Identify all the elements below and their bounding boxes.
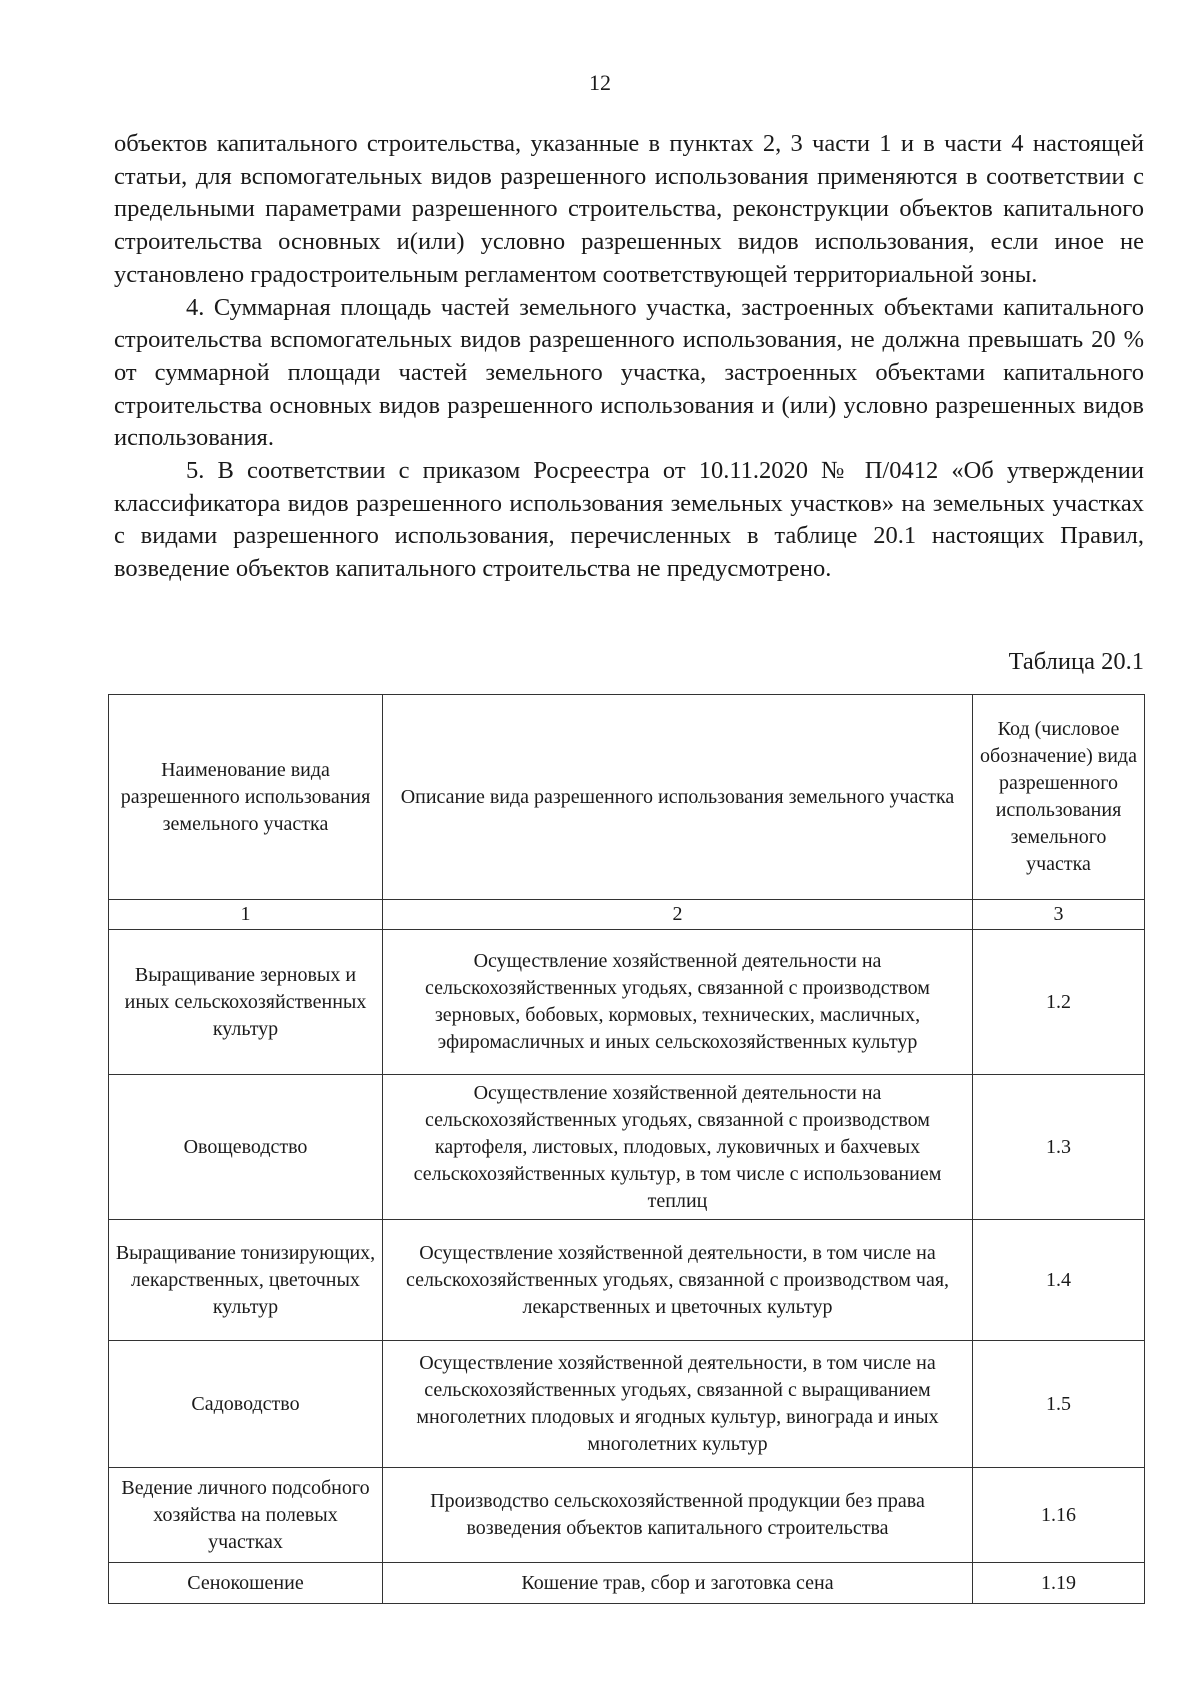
row-description: Кошение трав, сбор и заготовка сена [383, 1563, 973, 1604]
column-number: 1 [109, 900, 383, 930]
row-code: 1.2 [973, 930, 1145, 1075]
column-number: 3 [973, 900, 1145, 930]
row-code: 1.5 [973, 1341, 1145, 1468]
header-name: Наименование вида разрешенного использования земельного участка [109, 695, 383, 900]
row-name: Выращивание тонизирующих, лекарственных, цветочных культур [109, 1220, 383, 1341]
row-code: 1.3 [973, 1075, 1145, 1220]
row-code: 1.4 [973, 1220, 1145, 1341]
row-description: Производство сельскохозяйственной продукции без права возведения объектов капитального строительства [383, 1468, 973, 1563]
row-name: Садоводство [109, 1341, 383, 1468]
column-number-row [109, 900, 1145, 930]
table-row [109, 930, 1145, 1075]
header-description: Описание вида разрешенного использования земельного участка [383, 695, 973, 900]
row-description: Осуществление хозяйственной деятельности, в том числе на сельскохозяйственных угодьях, связанной с выращиванием многолетних плодовых и ягодных культур, винограда и иных многолетних культур [383, 1341, 973, 1468]
row-name: Овощеводство [109, 1075, 383, 1220]
paragraph-continuation: объектов капитального строительства, указанные в пунктах 2, 3 части 1 и в части 4 настоящей статьи, для вспомогательных видов разрешенного использования применяются в соответствии с предельными параметрами разрешенного строительства, реконструкции объектов капитального строительства основных и(или) условно разрешенных видов использования, если иное не установлено градостроительным регламентом соответствующей территориальной зоны. [114, 130, 1144, 288]
row-description: Осуществление хозяйственной деятельности, в том числе на сельскохозяйственных угодьях, связанной с производством чая, лекарственных и цветочных культур [383, 1220, 973, 1341]
table-row [109, 1341, 1145, 1468]
header-code: Код (числовое обозначение) вида разрешенного использования земельного участка [973, 695, 1145, 900]
row-name: Сенокошение [109, 1563, 383, 1604]
page-number: 12 [589, 70, 611, 95]
row-description: Осуществление хозяйственной деятельности на сельскохозяйственных угодьях, связанной с производством картофеля, листовых, плодовых, луковичных и бахчевых сельскохозяйственных культур, в том числе с использованием теплиц [383, 1075, 973, 1220]
row-code: 1.19 [973, 1563, 1145, 1604]
table-caption: Таблица 20.1 [1008, 648, 1144, 675]
paragraph-item-5: 5. В соответствии с приказом Росреестра от 10.11.2020 № П/0412 «Об утверждении классификатора видов разрешенного использования земельных участков» на земельных участках с видами разрешенного использования, перечисленных в таблице 20.1 настоящих Правил, возведение объектов капитального строительства не предусмотрено. [114, 457, 1144, 583]
table-row [109, 1220, 1145, 1341]
body-text [114, 128, 1144, 586]
table-row [109, 1075, 1145, 1220]
table-row [109, 1563, 1145, 1604]
column-number: 2 [383, 900, 973, 930]
row-name: Выращивание зерновых и иных сельскохозяйственных культур [109, 930, 383, 1075]
table-header-row [109, 695, 1145, 900]
paragraph-item-4: 4. Суммарная площадь частей земельного участка, застроенных объектами капитального строительства вспомогательных видов разрешенного использования, не должна превышать 20 % от суммарной площади частей земельного участка, застроенных объектами капитального строительства основных видов разрешенного использования и (или) условно разрешенных видов использования. [114, 293, 1144, 452]
row-description: Осуществление хозяйственной деятельности на сельскохозяйственных угодьях, связанной с производством зерновых, бобовых, кормовых, технических, масличных, эфиромасличных и иных сельскохозяйственных культур [383, 930, 973, 1075]
table-row [109, 1468, 1145, 1563]
row-name: Ведение личного подсобного хозяйства на полевых участках [109, 1468, 383, 1563]
land-use-table [108, 694, 1145, 1604]
row-code: 1.16 [973, 1468, 1145, 1563]
